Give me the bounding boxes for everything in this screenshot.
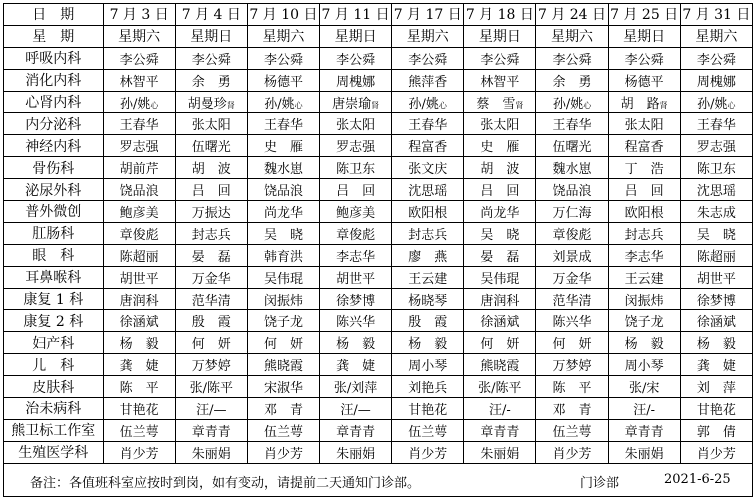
doctor-cell: 廖 燕: [392, 244, 464, 266]
doctor-cell: 龚 婕: [103, 354, 175, 376]
doctor-cell: 李公舜: [247, 47, 319, 69]
doctor-cell: 朱丽娟: [464, 441, 536, 463]
table-row: [4, 419, 753, 441]
doctor-cell: 郭 倩: [680, 419, 752, 441]
doctor-cell: 龚 婕: [320, 354, 392, 376]
date-cell: 7 月 17 日: [392, 4, 464, 26]
doctor-cell: 饶品浪: [536, 179, 608, 201]
doctor-cell: 孙/姚心: [103, 91, 175, 113]
doctor-cell: 章俊彪: [320, 222, 392, 244]
doctor-cell: 张太阳: [464, 113, 536, 135]
doctor-cell: 王春华: [103, 113, 175, 135]
doctor-cell: 封志兵: [175, 222, 247, 244]
department-name: 治未病科: [4, 398, 104, 420]
doctor-cell: 刘 萍: [680, 376, 752, 398]
doctor-cell: 史 雁: [247, 135, 319, 157]
footer-note: 备注：各值班科室应按时到岗，如有变动，请提前二天通知门诊部。: [30, 476, 421, 491]
doctor-cell: 鲍彦美: [320, 201, 392, 223]
doctor-cell: 胡前芹: [103, 157, 175, 179]
doctor-cell: 魏水崽: [536, 157, 608, 179]
doctor-cell: 封志兵: [392, 222, 464, 244]
department-name: 生殖医学科: [4, 441, 104, 463]
date-cell: 7 月 11 日: [320, 4, 392, 26]
doctor-cell: 陈 平: [103, 376, 175, 398]
doctor-cell: 汪/—: [175, 398, 247, 420]
doctor-cell: 周小琴: [392, 354, 464, 376]
department-name: 妇产科: [4, 332, 104, 354]
doctor-cell: 邓 青: [536, 398, 608, 420]
weekday-label: 星 期: [4, 25, 104, 47]
table-row: [4, 157, 753, 179]
doctor-cell: 刘艳兵: [392, 376, 464, 398]
doctor-cell: 孙/姚心: [392, 91, 464, 113]
doctor-cell: 王云建: [392, 266, 464, 288]
doctor-cell: 何 妍: [175, 332, 247, 354]
date-header-row: [4, 4, 753, 26]
doctor-cell: 唐润科: [103, 288, 175, 310]
table-row: [4, 47, 753, 69]
department-name: 泌尿外科: [4, 179, 104, 201]
doctor-cell: 肖少芳: [392, 441, 464, 463]
doctor-cell: 朱丽娟: [608, 441, 680, 463]
table-row: [4, 91, 753, 113]
doctor-cell: 徐涵斌: [464, 310, 536, 332]
doctor-cell: 杨 毅: [608, 332, 680, 354]
doctor-cell: 闵振炜: [608, 288, 680, 310]
doctor-cell: 吕 回: [608, 179, 680, 201]
doctor-cell: 陈超丽: [103, 244, 175, 266]
doctor-cell: 熊晓霞: [247, 354, 319, 376]
doctor-cell: 徐涵斌: [103, 310, 175, 332]
doctor-cell: 陈卫东: [680, 157, 752, 179]
doctor-cell: 李志华: [608, 244, 680, 266]
doctor-cell: 何 妍: [536, 332, 608, 354]
doctor-cell: 伍兰萼: [103, 419, 175, 441]
doctor-cell: 魏水崽: [247, 157, 319, 179]
doctor-cell: 刘景成: [536, 244, 608, 266]
doctor-cell: 欧阳根: [392, 201, 464, 223]
doctor-cell: 余 勇: [175, 69, 247, 91]
doctor-cell: 程富香: [392, 135, 464, 157]
doctor-cell: 张/陈平: [464, 376, 536, 398]
date-cell: 7 月 18 日: [464, 4, 536, 26]
doctor-cell: 张太阳: [175, 113, 247, 135]
doctor-cell: 甘艳花: [103, 398, 175, 420]
doctor-cell: 杨德平: [608, 69, 680, 91]
department-name: 熊卫标工作室: [4, 419, 104, 441]
weekday-cell: 星期日: [175, 25, 247, 47]
doctor-cell: 徐梦博: [320, 288, 392, 310]
doctor-cell: 余 勇: [536, 69, 608, 91]
doctor-cell: 尚龙华: [247, 201, 319, 223]
date-cell: 7 月 3 日: [103, 4, 175, 26]
date-cell: 7 月 31 日: [680, 4, 752, 26]
department-name: 肛肠科: [4, 222, 104, 244]
doctor-cell: 甘艳花: [680, 398, 752, 420]
doctor-cell: 李公舜: [536, 47, 608, 69]
doctor-cell: 张/宋: [608, 376, 680, 398]
doctor-cell: 周槐娜: [320, 69, 392, 91]
doctor-cell: 吴 晓: [247, 222, 319, 244]
doctor-cell: 蔡 雪肾: [464, 91, 536, 113]
doctor-cell: 章俊彪: [103, 222, 175, 244]
doctor-cell: 龚 婕: [680, 354, 752, 376]
doctor-cell: 万金华: [175, 266, 247, 288]
doctor-cell: 张太阳: [608, 113, 680, 135]
date-cell: 7 月 24 日: [536, 4, 608, 26]
doctor-cell: 杨德平: [247, 69, 319, 91]
department-name: 儿 科: [4, 354, 104, 376]
weekday-cell: 星期日: [320, 25, 392, 47]
doctor-cell: 饶子龙: [608, 310, 680, 332]
doctor-cell: 晏 磊: [175, 244, 247, 266]
doctor-cell: 徐梦博: [680, 288, 752, 310]
doctor-cell: 胡世平: [680, 266, 752, 288]
doctor-cell: 孙/姚心: [536, 91, 608, 113]
doctor-cell: 封志兵: [608, 222, 680, 244]
weekday-cell: 星期日: [464, 25, 536, 47]
doctor-cell: 万金华: [536, 266, 608, 288]
doctor-cell: 吴 晓: [464, 222, 536, 244]
table-row: [4, 222, 753, 244]
table-row: [4, 244, 753, 266]
doctor-cell: 张/陈平: [175, 376, 247, 398]
doctor-cell: 吕 回: [320, 179, 392, 201]
footer-signature: 门诊部: [580, 476, 620, 491]
doctor-cell: 熊晓霞: [464, 354, 536, 376]
doctor-cell: 李公舜: [175, 47, 247, 69]
doctor-cell: 吕 回: [175, 179, 247, 201]
doctor-cell: 周小琴: [608, 354, 680, 376]
date-label: 日 期: [4, 4, 104, 26]
doctor-cell: 王春华: [680, 113, 752, 135]
doctor-cell: 饶品浪: [103, 179, 175, 201]
doctor-cell: 周槐娜: [680, 69, 752, 91]
doctor-cell: 李公舜: [392, 47, 464, 69]
weekday-cell: 星期六: [680, 25, 752, 47]
doctor-cell: 韩育洪: [247, 244, 319, 266]
doctor-cell: 闵振炜: [247, 288, 319, 310]
doctor-cell: 杨 毅: [320, 332, 392, 354]
department-name: 神经内科: [4, 135, 104, 157]
table-row: [4, 288, 753, 310]
doctor-cell: 朱丽娟: [175, 441, 247, 463]
department-name: 心肾内科: [4, 91, 104, 113]
doctor-cell: 范华清: [175, 288, 247, 310]
footer-date: 2021-6-25: [664, 472, 731, 487]
doctor-cell: 王春华: [392, 113, 464, 135]
doctor-cell: 万梦婷: [175, 354, 247, 376]
doctor-cell: 万振达: [175, 201, 247, 223]
doctor-cell: 程富香: [608, 135, 680, 157]
doctor-cell: 伍曙光: [536, 135, 608, 157]
doctor-cell: 李公舜: [680, 47, 752, 69]
doctor-cell: 朱志成: [680, 201, 752, 223]
doctor-cell: 万仁海: [536, 201, 608, 223]
doctor-cell: 欧阳根: [608, 201, 680, 223]
doctor-cell: 汪/—: [320, 398, 392, 420]
table-row: [4, 441, 753, 463]
weekday-cell: 星期日: [608, 25, 680, 47]
doctor-cell: 肖少芳: [536, 441, 608, 463]
doctor-cell: 张/刘萍: [320, 376, 392, 398]
table-row: [4, 398, 753, 420]
doctor-cell: 章青青: [464, 419, 536, 441]
doctor-cell: 肖少芳: [680, 441, 752, 463]
doctor-cell: 伍兰萼: [392, 419, 464, 441]
doctor-cell: 杨 毅: [680, 332, 752, 354]
doctor-cell: 殷 霞: [392, 310, 464, 332]
doctor-cell: 孙/姚心: [680, 91, 752, 113]
doctor-cell: 王云建: [608, 266, 680, 288]
doctor-cell: 邓 青: [247, 398, 319, 420]
doctor-cell: 张文庆: [392, 157, 464, 179]
doctor-cell: 饶品浪: [247, 179, 319, 201]
doctor-cell: 史 雁: [464, 135, 536, 157]
weekday-header-row: [4, 25, 753, 47]
department-name: 消化内科: [4, 69, 104, 91]
doctor-cell: 胡 路肾: [608, 91, 680, 113]
doctor-cell: 胡 波: [175, 157, 247, 179]
table-row: [4, 332, 753, 354]
department-name: 康复 1 科: [4, 288, 104, 310]
doctor-cell: 杨晓琴: [392, 288, 464, 310]
date-cell: 7 月 10 日: [247, 4, 319, 26]
table-row: [4, 201, 753, 223]
department-name: 皮肤科: [4, 376, 104, 398]
department-name: 眼 科: [4, 244, 104, 266]
doctor-cell: 张太阳: [320, 113, 392, 135]
doctor-cell: 杨 毅: [103, 332, 175, 354]
weekday-cell: 星期六: [247, 25, 319, 47]
doctor-cell: 陈兴华: [320, 310, 392, 332]
doctor-cell: 宋淑华: [247, 376, 319, 398]
duty-schedule-table: [3, 3, 753, 464]
doctor-cell: 沈思瑶: [680, 179, 752, 201]
table-row: [4, 179, 753, 201]
doctor-cell: 何 妍: [247, 332, 319, 354]
department-name: 康复 2 科: [4, 310, 104, 332]
doctor-cell: 林智平: [464, 69, 536, 91]
doctor-cell: 唐润科: [464, 288, 536, 310]
doctor-cell: 肖少芳: [103, 441, 175, 463]
doctor-cell: 吴伟琨: [247, 266, 319, 288]
table-row: [4, 310, 753, 332]
doctor-cell: 鲍彦美: [103, 201, 175, 223]
doctor-cell: 汪/-: [464, 398, 536, 420]
doctor-cell: 徐涵斌: [680, 310, 752, 332]
table-row: [4, 266, 753, 288]
doctor-cell: 李公舜: [320, 47, 392, 69]
doctor-cell: 伍兰萼: [247, 419, 319, 441]
doctor-cell: 胡曼珍肾: [175, 91, 247, 113]
doctor-cell: 肖少芳: [247, 441, 319, 463]
doctor-cell: 尚龙华: [464, 201, 536, 223]
doctor-cell: 胡世平: [103, 266, 175, 288]
department-name: 呼吸内科: [4, 47, 104, 69]
doctor-cell: 殷 霞: [175, 310, 247, 332]
doctor-cell: 李公舜: [608, 47, 680, 69]
doctor-cell: 丁 浩: [608, 157, 680, 179]
doctor-cell: 胡 波: [464, 157, 536, 179]
doctor-cell: 李公舜: [103, 47, 175, 69]
doctor-cell: 吴伟琨: [464, 266, 536, 288]
doctor-cell: 王春华: [247, 113, 319, 135]
doctor-cell: 晏 磊: [464, 244, 536, 266]
department-name: 普外微创: [4, 201, 104, 223]
doctor-cell: 章俊彪: [536, 222, 608, 244]
doctor-cell: 罗志强: [103, 135, 175, 157]
doctor-cell: 饶子龙: [247, 310, 319, 332]
doctor-cell: 陈卫东: [320, 157, 392, 179]
department-name: 耳鼻喉科: [4, 266, 104, 288]
footer-note-box: [3, 464, 753, 497]
doctor-cell: 罗志强: [320, 135, 392, 157]
doctor-cell: 林智平: [103, 69, 175, 91]
date-cell: 7 月 4 日: [175, 4, 247, 26]
doctor-cell: 何 妍: [464, 332, 536, 354]
doctor-cell: 孙/姚心: [247, 91, 319, 113]
doctor-cell: 朱丽娟: [320, 441, 392, 463]
doctor-cell: 吕 回: [464, 179, 536, 201]
date-cell: 7 月 25 日: [608, 4, 680, 26]
doctor-cell: 陈 平: [536, 376, 608, 398]
doctor-cell: 胡世平: [320, 266, 392, 288]
doctor-cell: 李志华: [320, 244, 392, 266]
doctor-cell: 万梦婷: [536, 354, 608, 376]
doctor-cell: 伍曙光: [175, 135, 247, 157]
doctor-cell: 章青青: [175, 419, 247, 441]
doctor-cell: 李公舜: [464, 47, 536, 69]
doctor-cell: 章青青: [320, 419, 392, 441]
weekday-cell: 星期六: [103, 25, 175, 47]
department-name: 骨伤科: [4, 157, 104, 179]
department-name: 内分泌科: [4, 113, 104, 135]
table-row: [4, 376, 753, 398]
doctor-cell: 陈超丽: [680, 244, 752, 266]
doctor-cell: 章青青: [608, 419, 680, 441]
weekday-cell: 星期六: [536, 25, 608, 47]
doctor-cell: 唐崇瑜肾: [320, 91, 392, 113]
doctor-cell: 甘艳花: [392, 398, 464, 420]
table-row: [4, 135, 753, 157]
doctor-cell: 熊萍香: [392, 69, 464, 91]
doctor-cell: 陈兴华: [536, 310, 608, 332]
table-row: [4, 69, 753, 91]
table-row: [4, 354, 753, 376]
doctor-cell: 范华清: [536, 288, 608, 310]
doctor-cell: 沈思瑶: [392, 179, 464, 201]
doctor-cell: 伍兰萼: [536, 419, 608, 441]
doctor-cell: 杨 毅: [392, 332, 464, 354]
doctor-cell: 罗志强: [680, 135, 752, 157]
table-row: [4, 113, 753, 135]
doctor-cell: 汪/-: [608, 398, 680, 420]
doctor-cell: 吴 晓: [680, 222, 752, 244]
doctor-cell: 王春华: [536, 113, 608, 135]
weekday-cell: 星期六: [392, 25, 464, 47]
